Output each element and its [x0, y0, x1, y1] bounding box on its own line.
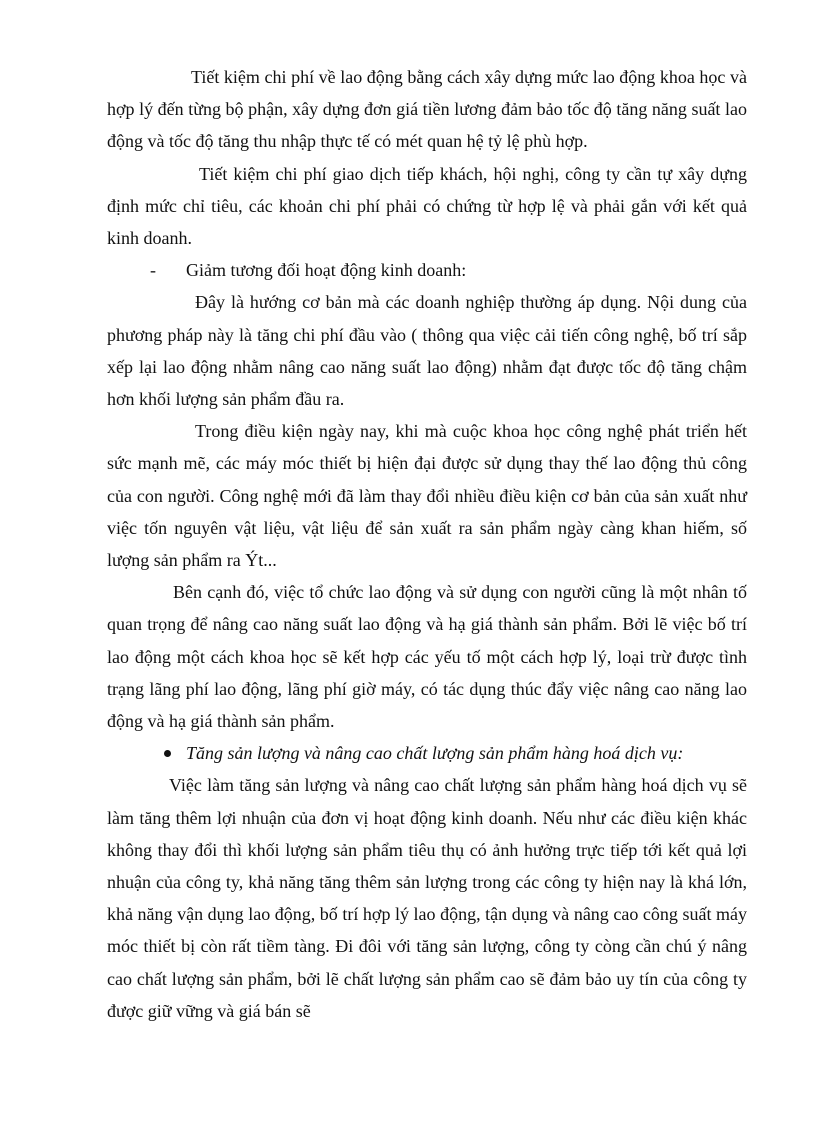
dash-list-item — [107, 254, 747, 286]
body-text — [107, 61, 747, 1027]
dash-marker: - — [150, 260, 156, 281]
paragraph-labor-cost: Tiết kiệm chi phí về lao động bằng cách xây dựng mức lao động khoa học và hợp lý đến từng bộ phận, xây dựng đơn giá tiền lương đảm bảo tốc độ tăng năng suất lao động và tốc độ tăng thu nhập thực tế có mét quan hệ tỷ lệ phù hợp. — [107, 67, 747, 152]
bullet-icon — [164, 750, 171, 757]
paragraph-transaction-cost: Tiết kiệm chi phí giao dịch tiếp khách, hội nghị, công ty cần tự xây dựng định mức chỉ tiêu, các khoản chi phí phải có chứng từ hợp lệ và phải gắn với kết quả kinh doanh. — [107, 163, 747, 249]
bullet-item-text: Tăng sản lượng và nâng cao chất lượng sản phẩm hàng hoá dịch vụ: — [186, 743, 684, 764]
bullet-list-item — [107, 737, 747, 769]
paragraph-output-quality: Việc làm tăng sản lượng và nâng cao chất lượng sản phẩm hàng hoá dịch vụ sẽ làm tăng thêm lợi nhuận của đơn vị hoạt động kinh doanh. Nếu như các điều kiện khác không thay đổi thì khối lượng sản phẩm tiêu thụ có ảnh hưởng trực tiếp tới kết quả lợi nhuận của công ty, khả năng tăng thêm sản lượng trong các công ty hiện nay là khá lớn, khả năng vận dụng lao động, bố trí hợp lý lao động, tận dụng và nâng cao công suất máy móc thiết bị còn rất tiềm tàng. Đi đôi với tăng sản lượng, công ty còng cần chú ý nâng cao chất lượng sản phẩm, bởi lẽ chất lượng sản phẩm cao sẽ đảm bảo uy tín của công ty được giữ vững và giá bán sẽ — [107, 775, 747, 1021]
paragraph-technology: Trong điều kiện ngày nay, khi mà cuộc khoa học công nghệ phát triển hết sức mạnh mẽ, các máy móc thiết bị hiện đại được sử dụng thay thế lao động thủ công của con người. Công nghệ mới đã làm thay đổi nhiều điều kiện cơ bản của sản xuất như việc tốn nguyên vật liệu, vật liệu để sản xuất ra sản phẩm ngày càng khan hiếm, số lượng sản phẩm ra Ýt... — [107, 421, 747, 571]
paragraph-labor-organization: Bên cạnh đó, việc tổ chức lao động và sử dụng con người cũng là một nhân tố quan trọng để nâng cao năng suất lao động và hạ giá thành sản phẩm. Bởi lẽ việc bố trí lao động một cách khoa học sẽ kết hợp các yếu tố một cách hợp lý, loại trừ được tình trạng lãng phí lao động, lãng phí giờ máy, có tác dụng thúc đẩy việc nâng cao năng lao động và hạ giá thành sản phẩm. — [107, 582, 747, 732]
dash-item-text: Giảm tương đối hoạt động kinh doanh: — [186, 260, 467, 281]
paragraph-basic-direction: Đây là hướng cơ bản mà các doanh nghiệp thường áp dụng. Nội dung của phương pháp này là tăng chi phí đầu vào ( thông qua việc cải tiến công nghệ, bố trí sắp xếp lại lao động nhằm nâng cao năng suất lao động) nhằm đạt được tốc độ tăng chậm hơn khối lượng sản phẩm đầu ra. — [107, 292, 747, 410]
